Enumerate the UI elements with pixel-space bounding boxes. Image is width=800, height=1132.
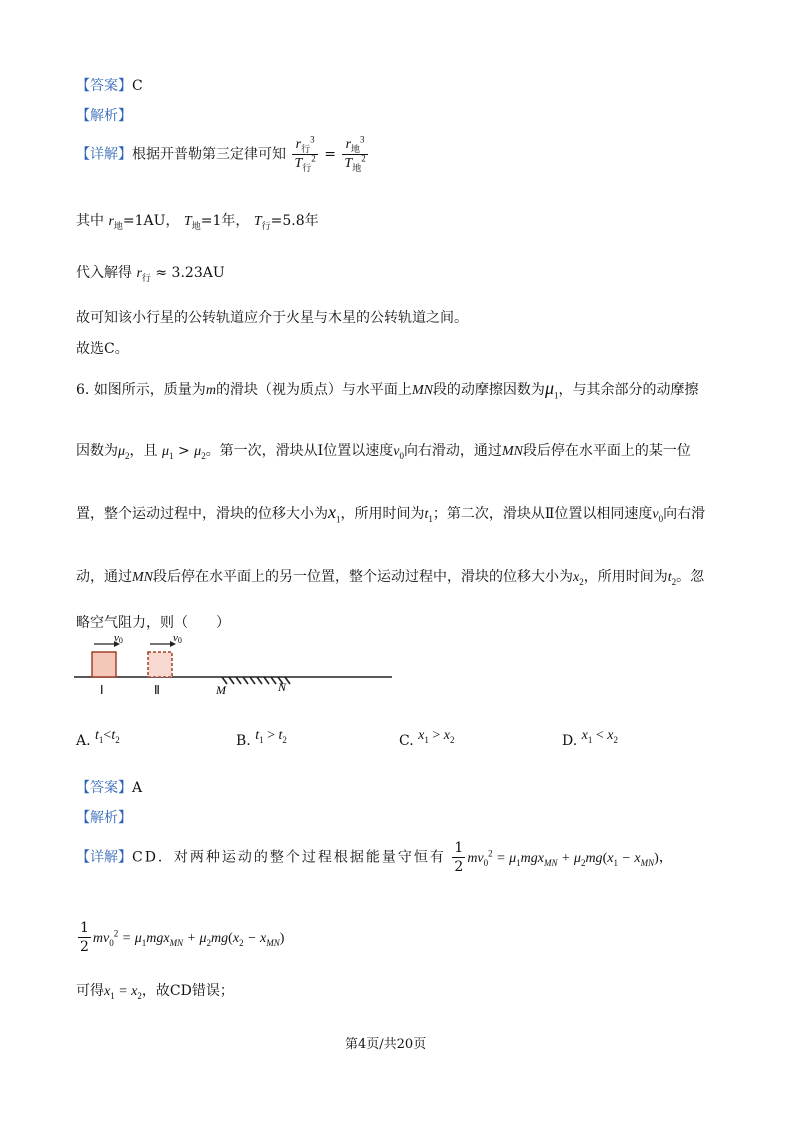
- choose-text: 故选C。: [76, 341, 129, 357]
- kepler-fraction-right: $\frac{r_地^3}{T_地^2}$: [344, 134, 366, 173]
- answer-tag: 【答案】: [76, 78, 132, 94]
- energy-equation-1: $mv_0^2 = \mu_1mgx_{MN} + \mu_2mg(x_1 - x_{MN})$: [467, 847, 659, 868]
- point-m-label: M: [216, 683, 226, 697]
- given-values-line: 其中 $r_地=1AU$， $T_地=1$年， $T_行=5.8$年: [76, 213, 319, 231]
- q6-line-2: 因数为$\mu_2$，且 $\mu_1 > \mu_2$。第一次，滑块从Ⅰ位置以速度$v_0$向右滑动，通过MN段后停在水平面上的某一位: [76, 443, 691, 461]
- page-footer: 第4页/共20页: [345, 1037, 427, 1052]
- q6-line-3: 置，整个运动过程中，滑块的位移大小为$x_1$，所用时间为$t_1$；第二次，滑块从Ⅱ位置以相同速度$v_0$向右滑: [76, 502, 706, 525]
- analysis-tag: 【解析】: [76, 810, 132, 826]
- answer-value: A: [132, 780, 143, 796]
- conclusion-text: 故可知该小行星的公转轨道应介于火星与木星的公转轨道之间。: [76, 310, 468, 326]
- substitute-line: 代入解得 $r_行 \approx 3.23AU$: [76, 265, 225, 283]
- detail-text: CD．对两种运动的整个过程根据能量守恒有: [132, 849, 446, 866]
- answer-value: C: [132, 78, 143, 94]
- detail-line-q6: 【详解】CD．对两种运动的整个过程根据能量守恒有 $\frac{1}{2}$ $mv_0^2 = \mu_1mgx_{MN} + \mu_2mg(x_1 - x_{MN})$，: [76, 840, 673, 875]
- position-label-2: Ⅱ: [154, 683, 160, 697]
- detail-tag: 【详解】: [76, 849, 132, 866]
- option-a[interactable]: A. $t_1<t_2$: [76, 728, 120, 749]
- option-c[interactable]: C. $x_1 > x_2$: [399, 728, 455, 749]
- q6-line-5: 略空气阻力，则（ ）: [76, 615, 230, 631]
- kepler-fraction-left: $\frac{r_行^3}{T_行^2}$: [294, 134, 316, 173]
- analysis-tag: 【解析】: [76, 108, 132, 124]
- position-label-1: Ⅰ: [100, 683, 104, 697]
- question-number: 6.: [76, 382, 90, 398]
- t-planet-value: =5.8年: [270, 213, 319, 229]
- detail-tag: 【详解】: [76, 146, 132, 163]
- slider-figure: [70, 630, 400, 700]
- r-earth-value: =1AU: [122, 213, 166, 229]
- option-b[interactable]: B. $t_1 > t_2$: [236, 728, 287, 749]
- q6-line-1: 6. 如图所示，质量为m的滑块（视为质点）与水平面上MN段的动摩擦因数为$\mu_1$，与其余部分的动摩擦: [76, 378, 699, 401]
- velocity-label-2: v0: [173, 632, 182, 645]
- point-n-label: N: [278, 680, 287, 694]
- block-position-2: [148, 652, 172, 677]
- answer-tag: 【答案】: [76, 780, 132, 796]
- velocity-label-1: v0: [114, 632, 123, 645]
- answer-line-q5: [76, 75, 143, 95]
- block-position-1: [92, 652, 116, 677]
- r-result: ≈ 3.23AU: [155, 265, 225, 281]
- t-earth-value: =1年: [200, 213, 236, 229]
- q6-line-4: 动，通过MN段后停在水平面上的另一位置，整个运动过程中，滑块的位移大小为$x_2$，所用时间为$t_2$。忽: [76, 569, 705, 587]
- answer-line-q6: [76, 777, 142, 797]
- energy-equation-2: $\frac{1}{2}$ $mv_0^2 = \mu_1mgx_{MN} + \mu_2mg(x_2 - x_{MN})$: [80, 920, 285, 955]
- option-d[interactable]: D. $x_1 < x_2$: [562, 728, 618, 749]
- obtain-line: 可得$x_1 = x_2$，故CD错误；: [76, 983, 234, 1001]
- detail-line-q5: 【详解】根据开普勒第三定律可知 $\frac{r_行^3}{T_行^2}$ = $\frac{r_地^3}{T_地^2}$: [76, 134, 366, 173]
- detail-text: 根据开普勒第三定律可知: [132, 146, 286, 163]
